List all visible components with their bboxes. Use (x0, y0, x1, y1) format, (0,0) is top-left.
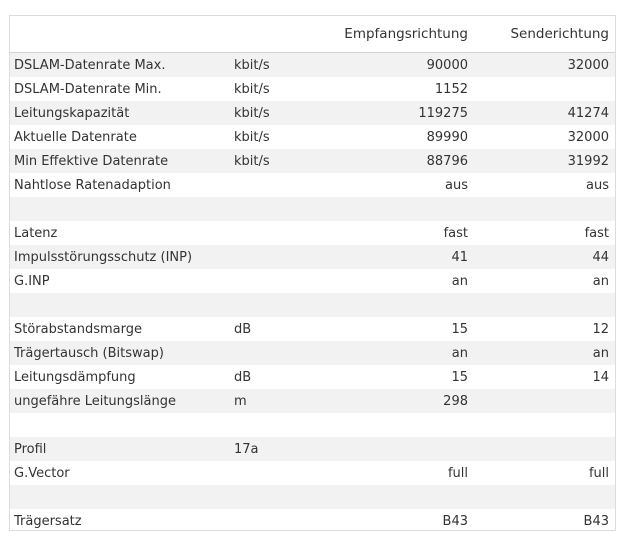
row-downstream-value: aus (445, 177, 468, 193)
row-downstream-value: full (447, 465, 468, 481)
row-upstream-value: 14 (592, 369, 609, 385)
row-label: Leitungskapazität (14, 105, 130, 121)
row-unit: dB (234, 369, 252, 385)
row-downstream-value: 41 (451, 249, 468, 265)
header-upstream: Senderichtung (510, 26, 609, 42)
table-spacer-row (10, 485, 615, 509)
row-downstream-value: an (451, 273, 468, 289)
row-downstream-value: 88796 (426, 153, 468, 169)
row-downstream-value: 119275 (418, 105, 468, 121)
row-label: DSLAM-Datenrate Min. (14, 81, 162, 97)
dsl-spectrum-table (9, 15, 616, 531)
table-row (10, 509, 615, 533)
row-downstream-value: 15 (451, 369, 468, 385)
table-row (10, 149, 615, 173)
table-row (10, 461, 615, 485)
row-downstream-value: B43 (442, 513, 468, 529)
row-label: Latenz (14, 225, 58, 241)
table-row (10, 173, 615, 197)
row-upstream-value: 44 (592, 249, 609, 265)
table-row (10, 245, 615, 269)
table-row (10, 269, 615, 293)
row-downstream-value: 298 (443, 393, 468, 409)
table-row (10, 365, 615, 389)
table-row (10, 437, 615, 461)
row-label: Min Effektive Datenrate (14, 153, 169, 169)
row-label: G.Vector (14, 465, 70, 481)
row-label: Trägertausch (Bitswap) (14, 345, 164, 361)
table-row (10, 77, 615, 101)
row-upstream-value: an (592, 273, 609, 289)
row-upstream-value: 41274 (567, 105, 609, 121)
row-unit: kbit/s (234, 81, 270, 97)
row-downstream-value: 90000 (426, 57, 468, 73)
row-unit: kbit/s (234, 57, 270, 73)
table-row (10, 389, 615, 413)
row-label: Impulsstörungsschutz (INP) (14, 249, 193, 265)
row-label: Trägersatz (14, 513, 82, 529)
row-downstream-value: 15 (451, 321, 468, 337)
table-row (10, 341, 615, 365)
header-downstream: Empfangsrichtung (344, 26, 468, 42)
row-unit: m (234, 393, 247, 409)
row-upstream-value: 32000 (567, 129, 609, 145)
row-upstream-value: fast (584, 225, 609, 241)
table-row (10, 101, 615, 125)
row-upstream-value: full (588, 465, 609, 481)
table-row (10, 317, 615, 341)
row-upstream-value: aus (586, 177, 609, 193)
table-spacer-row (10, 197, 615, 221)
row-label: Nahtlose Ratenadaption (14, 177, 171, 193)
row-unit: 17a (234, 441, 259, 457)
table-row (10, 221, 615, 245)
row-unit: kbit/s (234, 129, 270, 145)
row-unit: kbit/s (234, 105, 270, 121)
row-upstream-value: 32000 (567, 57, 609, 73)
row-label: Aktuelle Datenrate (14, 129, 137, 145)
table-row (10, 125, 615, 149)
row-label: G.INP (14, 273, 50, 289)
row-upstream-value: 12 (592, 321, 609, 337)
row-downstream-value: 89990 (426, 129, 468, 145)
row-upstream-value: 31992 (567, 153, 609, 169)
row-upstream-value: an (592, 345, 609, 361)
table-spacer-row (10, 413, 615, 437)
table-row (10, 53, 615, 77)
row-downstream-value: 1152 (434, 81, 468, 97)
row-downstream-value: fast (443, 225, 468, 241)
row-label: DSLAM-Datenrate Max. (14, 57, 166, 73)
row-label: Leitungsdämpfung (14, 369, 136, 385)
row-upstream-value: B43 (583, 513, 609, 529)
row-label: Störabstandsmarge (14, 321, 142, 337)
row-downstream-value: an (451, 345, 468, 361)
row-label: ungefähre Leitungslänge (14, 393, 176, 409)
row-unit: dB (234, 321, 252, 337)
row-label: Profil (14, 441, 47, 457)
table-header (10, 16, 615, 53)
row-unit: kbit/s (234, 153, 270, 169)
table-spacer-row (10, 293, 615, 317)
